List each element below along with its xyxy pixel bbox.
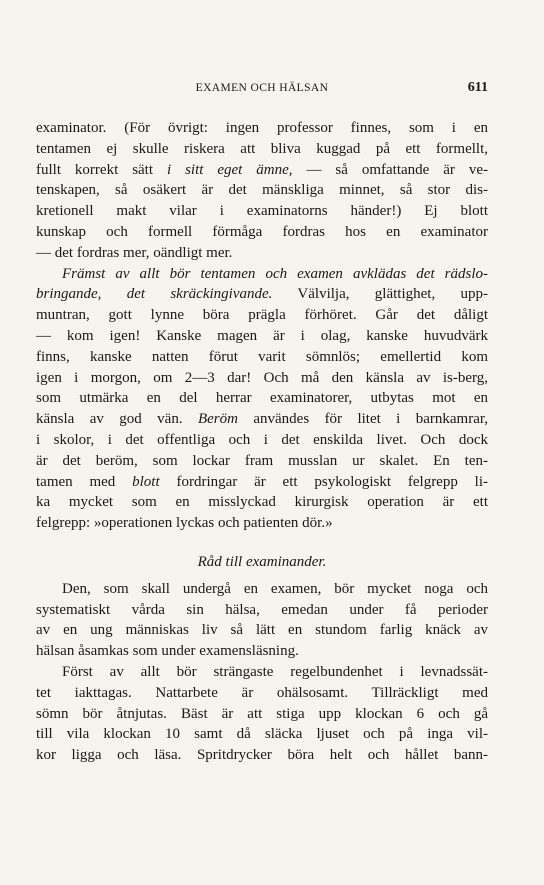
text-line: i skolor, i det offentliga och i det enskilda livet. Och dock [36, 431, 488, 448]
text-line [36, 472, 488, 493]
italic-span: i sitt eget ämne, [166, 161, 293, 178]
paragraph-4 [36, 662, 488, 766]
text-line [36, 160, 488, 181]
text-span: användes för litet i barnkamrar, [237, 411, 488, 428]
italic-span: bringande, det skräckingivande. [36, 286, 273, 303]
text-span: tamen med [36, 473, 133, 490]
text-line: av en ung människas liv så lätt en stundom farlig knäck av [36, 622, 488, 639]
text-line: — det fordras mer, oändligt mer. [36, 244, 233, 261]
text-line: tenskapen, så osäkert är det mänskliga minnet, så stor dis- [36, 182, 488, 199]
text-line: Främst av allt bör tentamen och examen avklädas det rädslo- [62, 265, 488, 282]
text-span: — så omfattande är ve- [292, 161, 488, 178]
section-heading: Råd till examinander. [197, 553, 327, 570]
text-line: ka mycket som en misslyckad kirurgisk operation är ett [36, 494, 488, 511]
text-line: finns, kanske natten förut varit sömnlös; emellertid kom [36, 348, 488, 365]
body-text [36, 118, 488, 766]
text-span: Välvilja, glättighet, upp- [272, 286, 488, 303]
text-line: examinator. (För övrigt: ingen professor finnes, som i en [36, 120, 488, 136]
page-number: 611 [467, 80, 488, 95]
text-line: igen i morgon, om 2—3 dar! Och må den känsla av is-berg, [36, 369, 488, 386]
text-line: Först av allt bör strängaste regelbundenhet i levnadssät- [62, 663, 488, 680]
section-spacer [36, 534, 488, 552]
text-span: känsla av god vän. [36, 411, 198, 428]
italic-span: Beröm [197, 411, 238, 428]
text-line: Den, som skall undergå en examen, bör mycket noga och [62, 580, 488, 597]
paragraph-3 [36, 579, 488, 662]
text-line: till vila klockan 10 samt då släcka ljuset och på inga vil- [36, 726, 488, 743]
paragraph-1 [36, 118, 488, 264]
text-line: tentamen ej skulle riskera att bliva kuggad på ett formellt, [36, 140, 488, 157]
text-line: felgrepp: »operationen lyckas och patienten dör.» [36, 515, 333, 532]
text-line [36, 284, 488, 305]
running-head-title: EXAMEN OCH HÄLSAN [195, 82, 329, 94]
running-head [36, 80, 488, 98]
text-span: fordringar är ett psykologiskt felgrepp li- [159, 473, 488, 490]
text-line: sömn bör åtnjutas. Bäst är att stiga upp klockan 6 och gå [36, 705, 488, 722]
text-line: är det beröm, som lockar fram musslan ur skalet. En ten- [36, 452, 488, 469]
text-line: tet iakttagas. Nattarbete är ohälsosamt. Tillräckligt med [36, 684, 488, 701]
text-line: hälsan åsamkas som under examensläsning. [36, 643, 299, 660]
paragraph-2 [36, 264, 488, 534]
text-line: som utmärka en del herrar examinatorer, utbytas mot en [36, 390, 488, 407]
text-line: systematiskt vårda sin hälsa, emedan under få perioder [36, 601, 488, 618]
text-line: kretionell makt vilar i examinatorns händer!) Ej blott [36, 203, 488, 220]
italic-span: blott [132, 473, 160, 490]
text-line: — kom igen! Kanske magen är i olag, kanske huvudvärk [36, 327, 488, 344]
text-line [36, 409, 488, 430]
text-line: muntran, gott lynne böra prägla förhöret. Går det dåligt [36, 307, 488, 324]
text-line: kunskap och formell förmåga fordras hos en examinator [36, 223, 488, 240]
text-span: fullt korrekt sätt [36, 161, 167, 178]
text-line: kor ligga och läsa. Spritdrycker böra helt och hållet bann- [36, 747, 488, 764]
